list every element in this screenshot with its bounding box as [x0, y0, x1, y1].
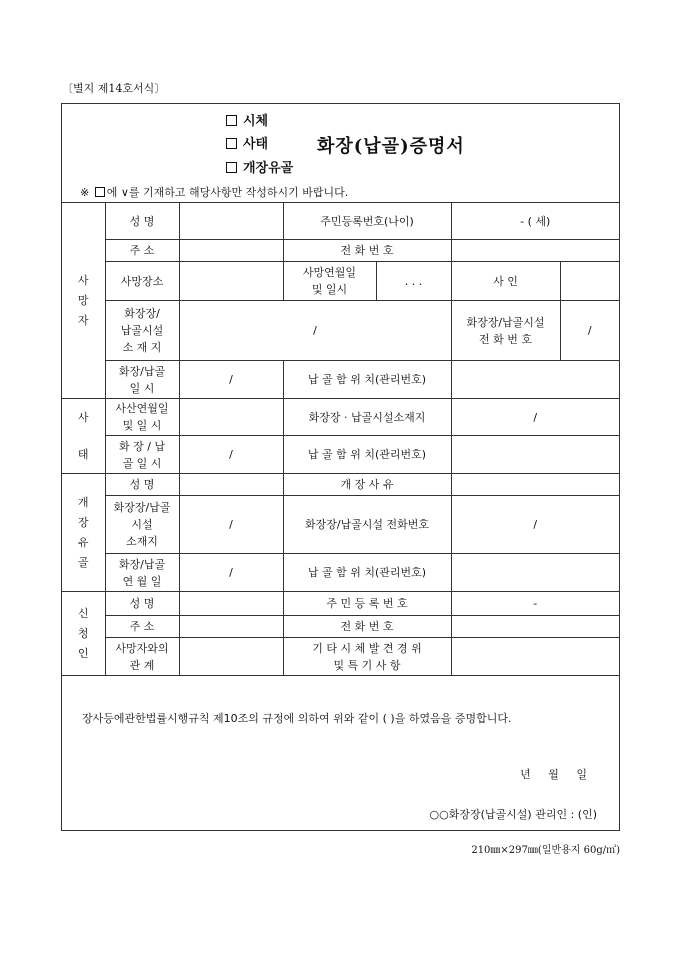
field-stillbirth-facility[interactable]: / [451, 399, 619, 436]
label-reburial-facility: 화장장/납골 시설 소재지 [105, 496, 179, 554]
field-facility-location[interactable]: / [179, 301, 451, 361]
label-deceased-phone: 전 화 번 호 [283, 240, 451, 262]
field-stillbirth-cremation-date[interactable]: / [179, 436, 283, 474]
label-reburial-cremation-date: 화장/납골 연 월 일 [105, 554, 179, 592]
paper-size-note: 210㎜×297㎜(일반용지 60g/㎡) [471, 845, 620, 856]
label-deceased-address: 주 소 [105, 240, 179, 262]
label-death-datetime: 사망연월일 및 일시 [283, 262, 376, 301]
field-applicant-phone[interactable] [451, 616, 619, 638]
field-applicant-name[interactable] [179, 592, 283, 616]
section-stillbirth-top: 사 [62, 399, 105, 436]
field-reburial-facility-phone[interactable]: / [451, 496, 619, 554]
field-applicant-address[interactable] [179, 616, 283, 638]
label-stillbirth-facility: 화장장 · 납골시설소재지 [283, 399, 451, 436]
form-title: 화장(납골)증명서 [317, 136, 465, 157]
field-other-notes[interactable] [451, 638, 619, 676]
label-applicant-name: 성 명 [105, 592, 179, 616]
label-stillbirth-cremation-date: 화 장 / 납 골 일 시 [105, 436, 179, 474]
field-applicant-rrn[interactable]: - [451, 592, 619, 616]
field-deceased-rrn[interactable]: - ( 세) [451, 203, 619, 240]
section-deceased: 사 망 자 [62, 203, 105, 399]
manager-signature-line[interactable]: ○○화장장(납골시설) 관리인 : (인) [429, 808, 597, 821]
label-deceased-name: 성 명 [105, 203, 179, 240]
label-reburial-reason: 개 장 사 유 [283, 474, 451, 496]
label-applicant-phone: 전 화 번 호 [283, 616, 451, 638]
label-applicant-relation: 사망자와의 관 계 [105, 638, 179, 676]
label-urn-location: 납 골 함 위 치(관리번호) [283, 361, 451, 399]
checkbox-reburial[interactable]: 개장유골 [226, 157, 293, 176]
label-reburial-facility-phone: 화장장/납골시설 전화번호 [283, 496, 451, 554]
field-deceased-name[interactable] [179, 203, 283, 240]
field-cause-of-death[interactable] [560, 262, 619, 301]
label-cremation-date: 화장/납골 일 시 [105, 361, 179, 399]
declaration-text: 장사등에관한법률시행규칙 제10조의 규정에 의하여 위와 같이 ( )을 하였음을 증명합니다. [82, 712, 512, 725]
label-stillbirth-date: 사산연월일 및 일 시 [105, 399, 179, 436]
certificate-form [61, 103, 620, 831]
form-header [62, 104, 619, 203]
field-applicant-relation[interactable] [179, 638, 283, 676]
instruction-note: ※ 에 ∨를 기재하고 해당사항만 작성하시기 바랍니다. [80, 186, 349, 199]
field-stillbirth-date[interactable] [179, 399, 283, 436]
field-deceased-address[interactable] [179, 240, 283, 262]
field-reburial-cremation-date[interactable]: / [179, 554, 283, 592]
checkbox-icon[interactable] [226, 115, 237, 126]
label-reburial-urn-location: 납 골 함 위 치(관리번호) [283, 554, 451, 592]
checkbox-stillbirth[interactable]: 사태 [226, 133, 268, 152]
label-cause-of-death: 사 인 [451, 262, 560, 301]
field-death-place[interactable] [179, 262, 283, 301]
field-stillbirth-urn-location[interactable] [451, 436, 619, 474]
checkbox-icon [95, 187, 105, 197]
label-other-notes: 기 타 시 체 발 견 경 위 및 특 기 사 항 [283, 638, 451, 676]
label-reburial-name: 성 명 [105, 474, 179, 496]
field-reburial-reason[interactable] [451, 474, 619, 496]
field-reburial-name[interactable] [179, 474, 283, 496]
label-applicant-rrn: 주 민 등 록 번 호 [283, 592, 451, 616]
label-death-place: 사망장소 [105, 262, 179, 301]
field-facility-phone[interactable]: / [560, 301, 619, 361]
form-table [62, 202, 619, 676]
checkbox-icon[interactable] [226, 162, 237, 173]
form-number-label: 〔별지 제14호서식〕 [62, 82, 166, 95]
field-reburial-urn-location[interactable] [451, 554, 619, 592]
label-facility-location: 화장장/ 납골시설 소 재 지 [105, 301, 179, 361]
field-cremation-date[interactable]: / [179, 361, 283, 399]
label-stillbirth-urn-location: 납 골 함 위 치(관리번호) [283, 436, 451, 474]
declaration-section [62, 700, 619, 830]
declaration-date[interactable]: 년 월 일 [520, 768, 587, 781]
field-reburial-facility[interactable]: / [179, 496, 283, 554]
label-facility-phone: 화장장/납골시설 전 화 번 호 [451, 301, 560, 361]
label-applicant-address: 주 소 [105, 616, 179, 638]
label-deceased-rrn: 주민등록번호(나이) [283, 203, 451, 240]
field-urn-location[interactable] [451, 361, 619, 399]
field-deceased-phone[interactable] [451, 240, 619, 262]
checkbox-corpse[interactable]: 시체 [226, 110, 268, 129]
field-death-datetime[interactable]: . . . [376, 262, 451, 301]
section-stillbirth-bottom: 태 [62, 436, 105, 474]
checkbox-icon[interactable] [226, 138, 237, 149]
section-reburial: 개 장 유 골 [62, 474, 105, 592]
section-applicant: 신 청 인 [62, 592, 105, 676]
